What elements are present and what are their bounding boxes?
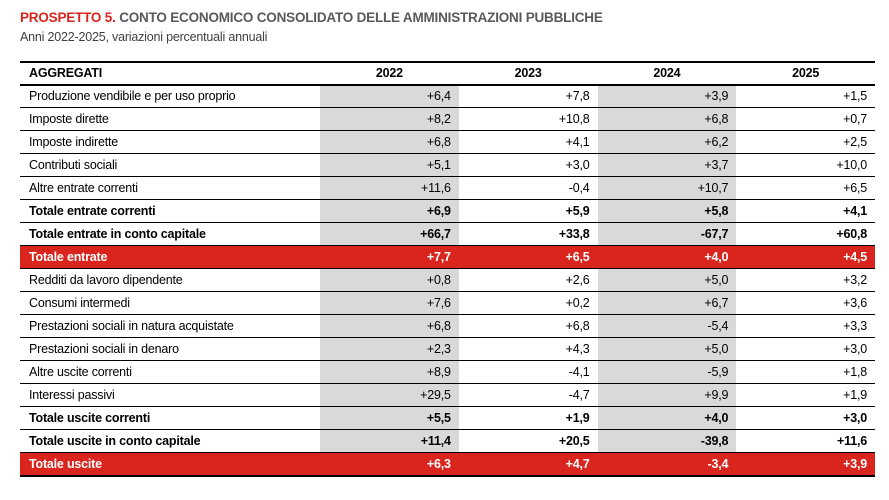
row-label: Totale uscite (20, 453, 320, 476)
row-value: +11,4 (320, 430, 459, 453)
row-value: -0,4 (568, 181, 590, 195)
row-value: +10,8 (558, 112, 590, 126)
header-year-2025: 2025 (792, 66, 820, 80)
table-row (20, 407, 875, 430)
header-aggregati: AGGREGATI (29, 66, 102, 80)
row-value: +5,0 (598, 269, 737, 292)
row-label: Totale entrate (20, 246, 320, 269)
table-row (20, 85, 875, 108)
row-value: -4,1 (568, 365, 590, 379)
table-row (20, 361, 875, 384)
row-value: +6,8 (565, 319, 590, 333)
table-row (20, 453, 875, 476)
row-value: +1,9 (843, 388, 867, 402)
header-year-2023: 2023 (514, 66, 542, 80)
row-label: Totale uscite correnti (29, 411, 151, 425)
page-title (20, 10, 875, 27)
row-label: Contributi sociali (29, 158, 118, 172)
row-value: +5,1 (320, 154, 459, 177)
row-value: +1,9 (565, 411, 590, 425)
table-row (20, 223, 875, 246)
row-value: +3,9 (736, 453, 875, 476)
table-row (20, 200, 875, 223)
row-value: +6,2 (598, 131, 737, 154)
row-value: +5,5 (320, 407, 459, 430)
table-row (20, 177, 875, 200)
row-value: +3,0 (843, 342, 867, 356)
row-label: Totale entrate in conto capitale (29, 227, 206, 241)
row-value: +8,2 (320, 108, 459, 131)
row-value: +10,7 (598, 177, 737, 200)
row-value: -5,9 (598, 361, 737, 384)
row-value: +3,6 (843, 296, 867, 310)
row-value: +0,7 (843, 112, 867, 126)
table-row (20, 338, 875, 361)
table-row (20, 108, 875, 131)
row-value: +2,3 (320, 338, 459, 361)
row-label: Redditi da lavoro dipendente (29, 273, 183, 287)
row-value: +3,7 (598, 154, 737, 177)
row-value: +6,5 (459, 246, 598, 269)
row-value: +2,5 (843, 135, 867, 149)
row-value: +1,5 (843, 89, 867, 104)
table-row (20, 269, 875, 292)
row-value: -5,4 (598, 315, 737, 338)
row-value: +4,0 (598, 407, 737, 430)
table-row (20, 292, 875, 315)
row-label: Imposte indirette (29, 135, 119, 149)
row-value: +20,5 (558, 434, 590, 448)
row-value: +6,9 (320, 200, 459, 223)
row-value: +4,1 (565, 135, 590, 149)
row-label: Consumi intermedi (29, 296, 130, 310)
row-value: +10,0 (836, 158, 867, 172)
row-value: +6,8 (320, 315, 459, 338)
row-value: +8,9 (320, 361, 459, 384)
row-label: Prestazioni sociali in denaro (29, 342, 179, 356)
row-value: +6,4 (320, 85, 459, 108)
table-row (20, 384, 875, 407)
row-value: -3,4 (598, 453, 737, 476)
row-label: Totale entrate correnti (29, 204, 156, 218)
table-row (20, 246, 875, 269)
row-value: +3,0 (843, 411, 867, 425)
table-header (20, 62, 875, 85)
prospetto-title: CONTO ECONOMICO CONSOLIDATO DELLE AMMINISTRAZIONI PUBBLICHE (119, 10, 603, 25)
header-year-2024: 2024 (653, 66, 681, 80)
row-value: +4,3 (565, 342, 590, 356)
row-value: +33,8 (558, 227, 590, 241)
row-value: +3,0 (565, 158, 590, 172)
header-year-2022: 2022 (375, 66, 403, 80)
row-value: +7,7 (320, 246, 459, 269)
row-value: +11,6 (837, 434, 867, 448)
row-value: +11,6 (320, 177, 459, 200)
row-label: Prestazioni sociali in natura acquistate (29, 319, 234, 333)
page-subtitle: Anni 2022-2025, variazioni percentuali annuali (20, 29, 268, 44)
row-value: +66,7 (320, 223, 459, 246)
table-row (20, 430, 875, 453)
row-label: Altre entrate correnti (29, 181, 138, 195)
row-value: +0,2 (565, 296, 590, 310)
table-row (20, 315, 875, 338)
row-value: +3,2 (843, 273, 867, 287)
row-value: +4,0 (598, 246, 737, 269)
row-value: +6,8 (598, 108, 737, 131)
row-value: +6,3 (320, 453, 459, 476)
row-value: +6,8 (320, 131, 459, 154)
row-value: +60,8 (836, 227, 867, 241)
row-value: +5,0 (598, 338, 737, 361)
row-value: -4,7 (568, 388, 590, 402)
row-value: +3,9 (598, 85, 737, 108)
row-label: Imposte dirette (29, 112, 109, 126)
row-value: +6,5 (843, 181, 867, 195)
row-value: +9,9 (598, 384, 737, 407)
table-body (20, 85, 875, 476)
prospetto-number: PROSPETTO 5. (20, 10, 116, 25)
row-value: +29,5 (320, 384, 459, 407)
row-label: Produzione vendibile e per uso proprio (29, 89, 236, 104)
row-label: Totale uscite in conto capitale (29, 434, 201, 448)
row-value: -67,7 (598, 223, 737, 246)
row-value: +7,8 (565, 89, 590, 104)
row-value: +4,1 (843, 204, 867, 218)
row-value: -39,8 (598, 430, 737, 453)
table-row (20, 154, 875, 177)
row-value: +4,5 (736, 246, 875, 269)
row-value: +5,9 (565, 204, 590, 218)
prospetto-table (20, 61, 875, 477)
row-value: +5,8 (598, 200, 737, 223)
row-value: +4,7 (459, 453, 598, 476)
header-row (20, 62, 875, 85)
row-value: +2,6 (565, 273, 590, 287)
row-value: +6,7 (598, 292, 737, 315)
row-label: Altre uscite correnti (29, 365, 132, 379)
row-value: +1,8 (843, 365, 867, 379)
table-row (20, 131, 875, 154)
row-value: +7,6 (320, 292, 459, 315)
row-label: Interessi passivi (29, 388, 115, 402)
row-value: +3,3 (843, 319, 867, 333)
row-value: +0,8 (320, 269, 459, 292)
